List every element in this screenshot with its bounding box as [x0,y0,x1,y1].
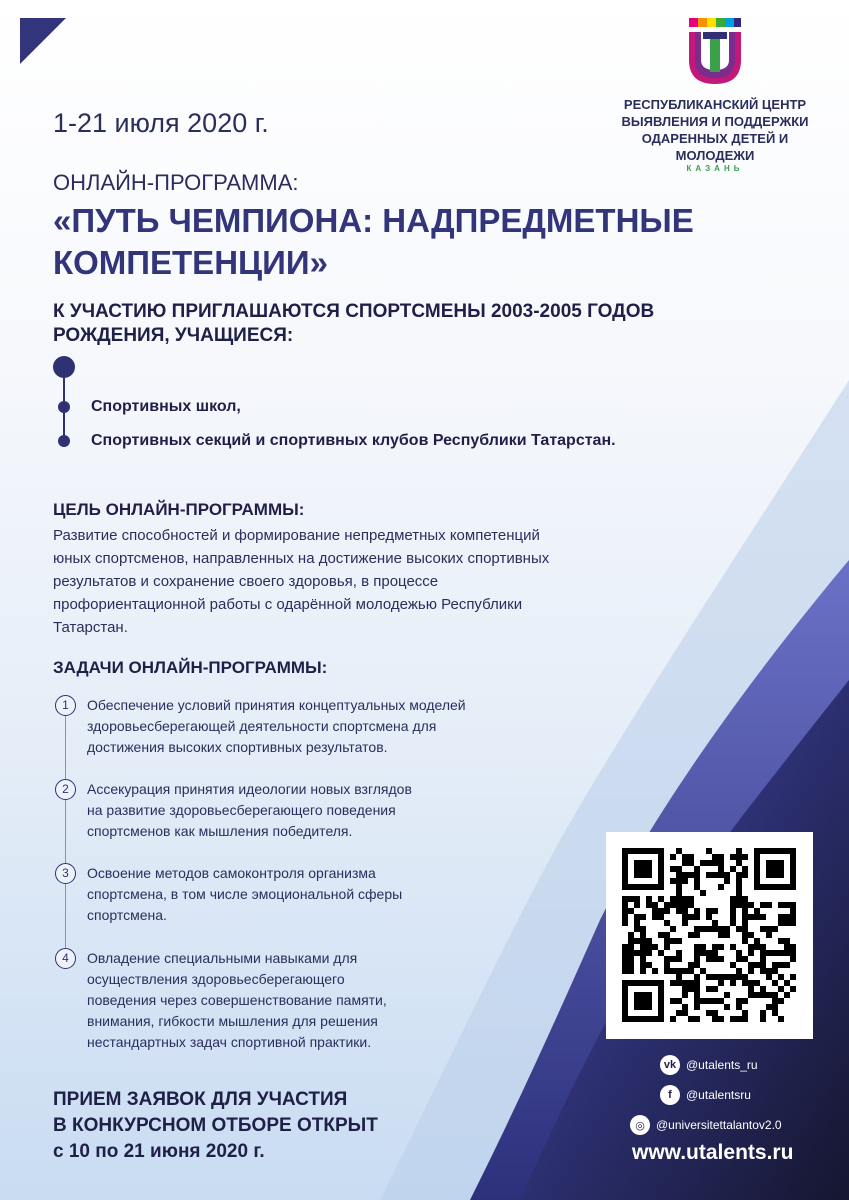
social-instagram[interactable] [600,1115,782,1135]
goal-heading: ЦЕЛЬ ОНЛАЙН-ПРОГРАММЫ: [53,500,305,519]
facebook-icon: f [660,1085,680,1105]
goal-line: Татарстан. [53,619,128,636]
vk-icon: vk [660,1055,680,1075]
task-line: внимания, гибкости мышления для решения [87,1013,378,1029]
org-name-line: МОЛОДЕЖИ [675,148,755,163]
goal-line: профориентационной работы с одарённой молодежью Республики [53,596,523,613]
website-link[interactable]: www.utalents.ru [632,1141,794,1164]
program-title-line: КОМПЕТЕНЦИИ» [53,244,328,281]
task-line: Освоение методов самоконтроля организма [87,865,376,881]
tasks-rail [65,712,66,967]
task-number-badge: 1 [55,695,76,716]
task-item [87,695,567,758]
org-name [600,96,830,164]
program-label: ОНЛАЙН-ПРОГРАММА: [53,170,299,195]
task-line: Овладение специальными навыками для [87,950,358,966]
bullet-dot [58,401,70,413]
goal-line: результатов и сохранение своего здоровья, в процессе [53,573,439,590]
goal-text [53,524,693,639]
invite-line: К УЧАСТИЮ ПРИГЛАШАЮТСЯ СПОРТСМЕНЫ 2003-2005 ГОДОВ [53,301,655,322]
task-line: здоровьесберегающей деятельности спортсмена для [87,718,437,734]
qr-code[interactable] [606,832,813,1039]
task-line: спортсмена. [87,907,167,923]
task-line: осуществления здоровьесберегающего [87,971,345,987]
org-name-line: РЕСПУБЛИКАНСКИЙ ЦЕНТР [623,97,807,112]
social-vk[interactable] [630,1055,758,1075]
corner-triangle-icon [20,18,66,64]
logo-block [600,18,830,173]
invite-item: Спортивных школ, [91,398,241,415]
cta-line: В КОНКУРСНОМ ОТБОРЕ ОТКРЫТ [53,1115,378,1136]
goal-line: юных спортсменов, направленных на достижение высоких спортивных [53,550,550,567]
task-number-badge: 2 [55,779,76,800]
task-line: спортсмена, в том числе эмоциональной сферы [87,886,403,902]
task-line: спортсменов как мышления победителя. [87,823,353,839]
cta-line: с 10 по 21 июня 2020 г. [53,1141,265,1162]
timeline-start-dot [53,356,75,378]
invite-line: РОЖДЕНИЯ, УЧАЩИЕСЯ: [53,325,294,346]
qr-code-icon [606,832,813,1039]
goal-line: Развитие способностей и формирование непредметных компетенций [53,527,540,544]
facebook-handle: @utalentsru [686,1088,751,1102]
task-line: достижения высоких спортивных результатов. [87,739,388,755]
cta-line: ПРИЕМ ЗАЯВОК ДЛЯ УЧАСТИЯ [53,1089,348,1110]
vk-handle: @utalents_ru [686,1058,758,1072]
invite-heading [53,300,793,348]
org-name-line: ОДАРЕННЫХ ДЕТЕЙ И [641,131,789,146]
task-line: нестандартных задач спортивной практики. [87,1034,372,1050]
university-logo-icon [689,18,741,84]
task-number-badge: 3 [55,863,76,884]
org-name-line: ВЫЯВЛЕНИЯ И ПОДДЕРЖКИ [621,114,809,129]
instagram-handle: @universitettalantov2.0 [656,1118,782,1132]
bullet-dot [58,435,70,447]
task-line: поведения через совершенствование памяти, [87,992,387,1008]
task-number-badge: 4 [55,948,76,969]
invite-item: Спортивных секций и спортивных клубов Республики Татарстан. [91,432,616,449]
org-city: КАЗАНЬ [686,164,744,173]
task-item [87,779,567,842]
program-title-line: «ПУТЬ ЧЕМПИОНА: НАДПРЕДМЕТНЫЕ [53,202,694,239]
event-date: 1-21 июля 2020 г. [53,108,269,138]
task-item [87,948,567,1053]
social-facebook[interactable] [630,1085,751,1105]
task-item [87,863,567,926]
task-line: Обеспечение условий принятия концептуальных моделей [87,697,466,713]
applications-open [53,1087,378,1165]
instagram-icon: ◎ [630,1115,650,1135]
tasks-heading: ЗАДАЧИ ОНЛАЙН-ПРОГРАММЫ: [53,658,328,677]
program-title [53,200,773,284]
task-line: на развитие здоровьесберегающего поведения [87,802,396,818]
task-line: Ассекурация принятия идеологии новых взглядов [87,781,412,797]
